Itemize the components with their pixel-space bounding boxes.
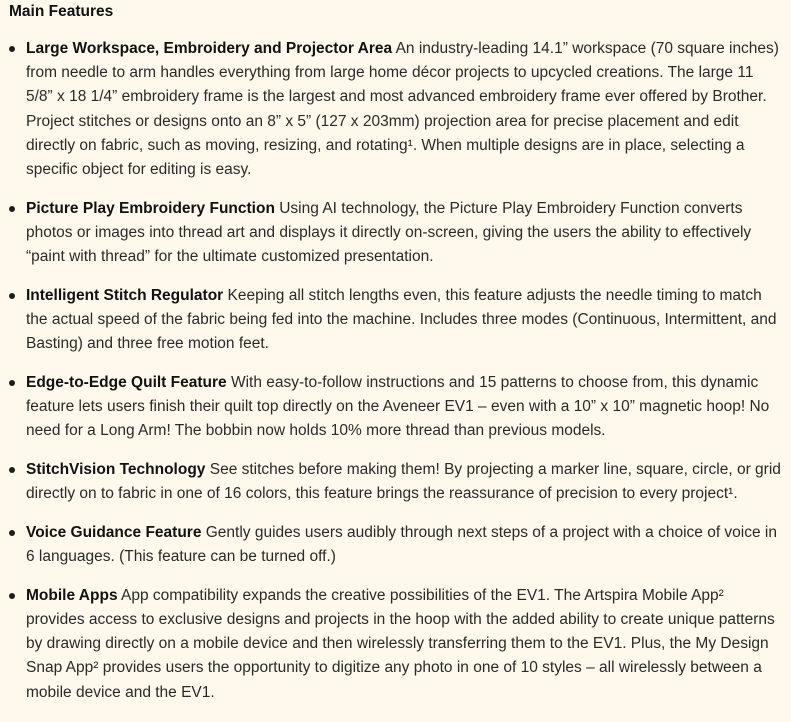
feature-name: Intelligent Stitch Regulator [26, 286, 224, 304]
bullet-icon [9, 293, 15, 299]
feature-description: Keeping all stitch lengths even, this feature adjusts the needle timing to match the actual speed of the fabric being fed into the machine. Includes three modes (Continuous, Intermittent, and Basting) and three free motion feet. [26, 286, 777, 353]
feature-item [0, 458, 791, 506]
feature-item [0, 584, 791, 705]
bullet-icon [9, 206, 15, 212]
feature-name: Large Workspace, Embroidery and Projector Area [26, 40, 393, 57]
feature-description: An industry-leading 14.1” workspace (70 square inches) from needle to arm handles everything from large home décor projects to upcycled creations. The large 11 5/8” x 18 1/4” embroidery frame is the largest and most advanced embroidery frame ever offered by Brother. Project stitches or designs onto an 8” x 5” (127 x 203mm) projection area for precise placement and edit directly on fabric, such as moving, resizing, and rotating¹. When multiple designs are in place, selecting a specific object for editing is easy. [26, 40, 779, 179]
feature-description: App compatibility expands the creative possibilities of the EV1. The Artspira Mobile App² provides access to exclusive designs and projects in the hoop with the added ability to create unique patterns by drawing directly on a mobile device and then wirelessly transferring them to the EV1. Plus, the My Design Snap App² provides users the opportunity to digitize any photo in one of 10 styles – all wirelessly between a mobile device and the EV1. [26, 586, 775, 701]
feature-description: Gently guides users audibly through next steps of a project with a choice of voice in 6 languages. (This feature can be turned off.) [26, 523, 777, 566]
feature-item [0, 371, 791, 444]
feature-item [0, 37, 791, 182]
bullet-icon [9, 467, 15, 473]
feature-item [0, 197, 791, 270]
section-heading: Main Features [9, 3, 114, 20]
feature-name: Edge-to-Edge Quilt Feature [26, 373, 227, 391]
feature-item [0, 521, 791, 569]
feature-name: Voice Guidance Feature [26, 523, 202, 541]
feature-description: Using AI technology, the Picture Play Embroidery Function converts photos or images into thread art and displays it directly on-screen, giving the users the ability to effectively “paint with thread” for the ultimate customized presentation. [26, 199, 752, 266]
bullet-icon [9, 593, 15, 599]
feature-description: With easy-to-follow instructions and 15 patterns to choose from, this dynamic feature lets users finish their quilt top directly on the Aveneer EV1 – even with a 10” x 10” magnetic hoop! No need for a Long Arm! The bobbin now holds 10% more thread than previous models. [26, 373, 770, 440]
feature-item [0, 284, 791, 357]
feature-list [0, 37, 791, 719]
bullet-icon [9, 46, 15, 52]
bullet-icon [9, 380, 15, 386]
bullet-icon [9, 530, 15, 536]
feature-description: See stitches before making them! By projecting a marker line, square, circle, or grid directly on to fabric in one of 16 colors, this feature brings the reassurance of precision to every project¹. [26, 461, 781, 503]
feature-name: Picture Play Embroidery Function [26, 199, 275, 217]
feature-name: Mobile Apps [26, 586, 118, 604]
feature-name: StitchVision Technology [26, 461, 206, 479]
